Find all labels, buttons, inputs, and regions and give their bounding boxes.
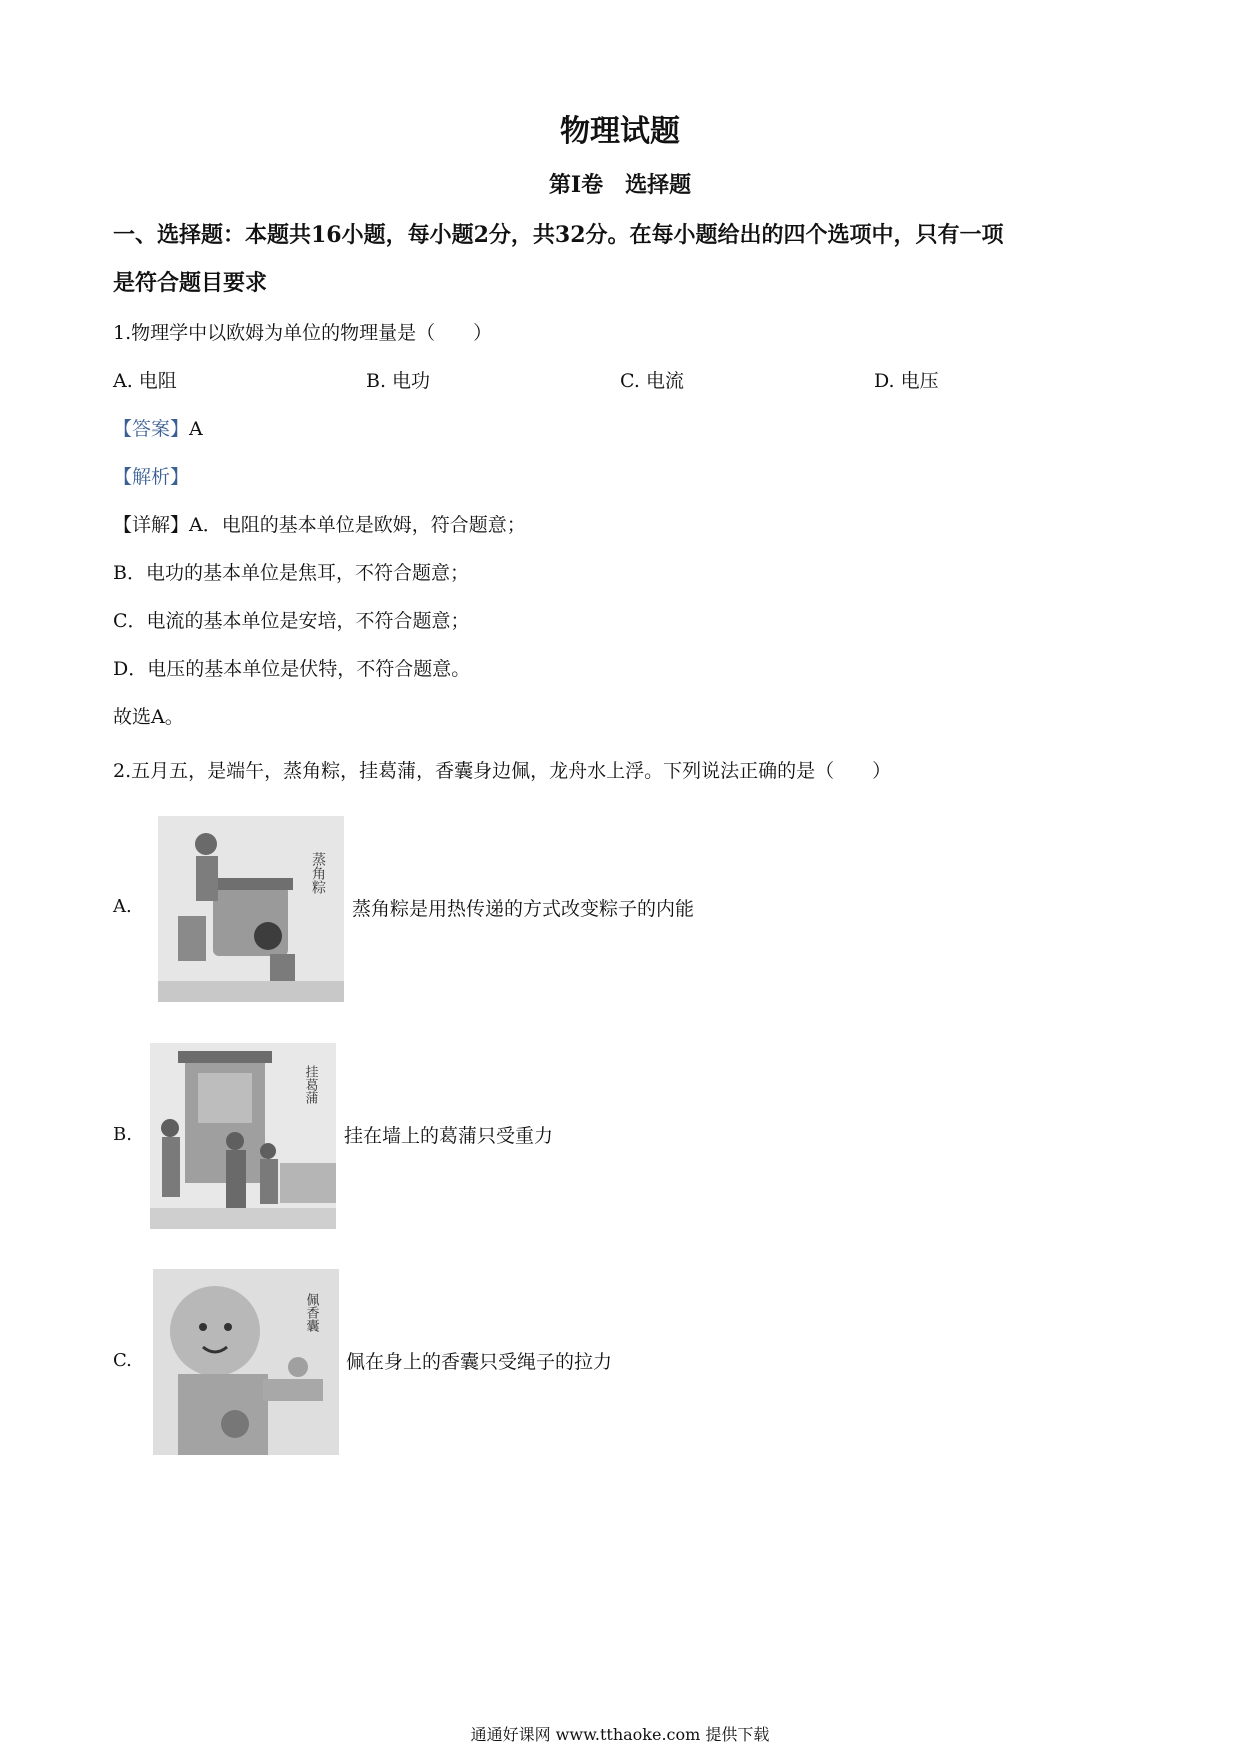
section-heading-line-1: 一、选择题：本题共16小题，每小题2分，共32分。在每小题给出的四个选项中，只有一项 bbox=[113, 222, 1004, 248]
fragrant-sachet-illustration bbox=[153, 1269, 339, 1455]
answer-tag: 【答案】 bbox=[113, 418, 190, 440]
steaming-zongzi-illustration bbox=[158, 816, 344, 1002]
detail-line-2: B．电功的基本单位是焦耳，不符合题意； bbox=[113, 562, 469, 584]
q1-option-d: D. 电压 bbox=[874, 370, 939, 392]
image-caption-vertical: 蒸角粽 bbox=[310, 852, 326, 894]
answer-line bbox=[113, 414, 203, 441]
analysis-tag: 【解析】 bbox=[113, 466, 190, 488]
q2-option-b-label: B. bbox=[113, 1124, 132, 1145]
q2-option-a-text: 蒸角粽是用热传递的方式改变粽子的内能 bbox=[352, 898, 695, 920]
hanging-calamus-illustration bbox=[150, 1043, 336, 1229]
q1-option-c: C. 电流 bbox=[620, 370, 684, 392]
detail-line-1: 【详解】A．电阻的基本单位是欧姆，符合题意； bbox=[113, 514, 526, 536]
detail-line-3: C．电流的基本单位是安培，不符合题意； bbox=[113, 610, 470, 632]
q2-option-b-text: 挂在墙上的葛蒲只受重力 bbox=[344, 1125, 554, 1147]
q1-option-a: A. 电阻 bbox=[113, 370, 177, 392]
q2-option-a-label: A. bbox=[113, 896, 132, 917]
page-title: 物理试题 bbox=[560, 114, 680, 149]
q2-option-c-label: C. bbox=[113, 1350, 132, 1371]
image-caption-vertical: 佩香囊 bbox=[303, 1293, 319, 1332]
section-heading-line-2: 是符合题目要求 bbox=[113, 270, 268, 296]
image-caption-vertical: 挂葛蒲 bbox=[302, 1065, 318, 1104]
footer-watermark: 通通好课网 www.tthaoke.com 提供下载 bbox=[470, 1725, 770, 1744]
part-heading: 第I卷 选择题 bbox=[548, 172, 692, 198]
question-2-stem: 2.五月五，是端午，蒸角粽，挂葛蒲，香囊身边佩，龙舟水上浮。下列说法正确的是（ ） bbox=[113, 760, 892, 782]
q1-option-b: B. 电功 bbox=[366, 370, 431, 392]
conclusion-line: 故选A。 bbox=[113, 706, 184, 728]
answer-value: A bbox=[189, 418, 203, 440]
detail-line-4: D．电压的基本单位是伏特，不符合题意。 bbox=[113, 658, 471, 680]
q2-option-c-text: 佩在身上的香囊只受绳子的拉力 bbox=[346, 1351, 613, 1373]
question-1-stem: 1.物理学中以欧姆为单位的物理量是（ ） bbox=[113, 322, 493, 344]
